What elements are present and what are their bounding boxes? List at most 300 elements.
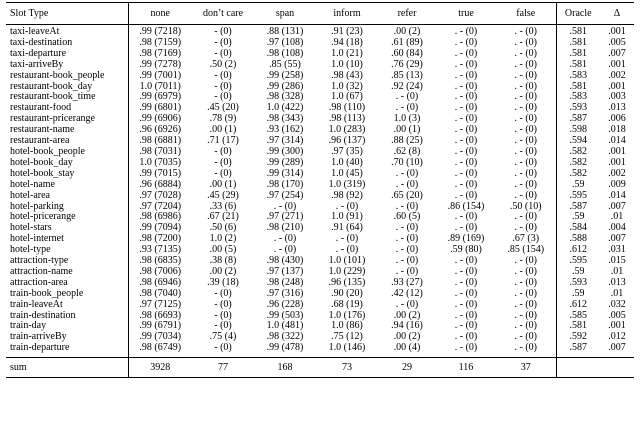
- cell-true: . - (0): [454, 212, 478, 223]
- cell-span: .98 (343): [266, 114, 304, 125]
- table-row: [6, 82, 634, 93]
- cell-oracle: .582: [556, 158, 600, 169]
- cell-slot-type: hotel-name: [10, 179, 55, 190]
- cell-slot-type: restaurant-name: [10, 125, 75, 136]
- cell-dont-care: - (0): [214, 37, 232, 48]
- cell-false: . - (0): [514, 332, 537, 343]
- table-row: [6, 202, 634, 213]
- cell-oracle: .612: [556, 300, 600, 311]
- slot-accuracy-table: [6, 2, 634, 378]
- header-none: none: [128, 3, 192, 25]
- cell-true: . - (0): [454, 310, 478, 321]
- cell-dont-care: .00 (2): [209, 266, 237, 277]
- cell-refer: . - (0): [395, 92, 419, 103]
- cell-span: .97 (137): [266, 266, 304, 277]
- cell-true: . - (0): [454, 223, 478, 234]
- cell-span: .97 (254): [266, 190, 304, 201]
- table-row: [6, 38, 634, 49]
- table-row: [6, 158, 634, 169]
- cell-span: .98 (328): [266, 92, 304, 103]
- cell-refer: . - (0): [395, 256, 419, 267]
- cell-inform: 1.0 (86): [331, 321, 363, 332]
- cell-inform: . - (0): [335, 201, 359, 212]
- cell-slot-type: taxi-departure: [10, 48, 67, 59]
- cell-delta: .031: [608, 245, 626, 256]
- cell-false: . - (0): [514, 310, 537, 321]
- cell-span: .88 (131): [266, 26, 304, 37]
- cell-none: .99 (7001): [128, 71, 192, 82]
- header-refer: refer: [378, 3, 436, 25]
- table-body: [6, 25, 634, 358]
- cell-none: .96 (6926): [128, 125, 192, 136]
- cell-span: .97 (314): [266, 136, 304, 147]
- cell-delta: .001: [608, 157, 626, 168]
- cell-slot-type: hotel-parking: [10, 201, 64, 212]
- cell-oracle: .582: [556, 147, 600, 158]
- cell-true: . - (0): [454, 59, 478, 70]
- cell-slot-type: restaurant-pricerange: [10, 114, 95, 125]
- cell-false: . - (0): [514, 59, 537, 70]
- cell-delta: .007: [608, 234, 626, 245]
- header-dont-care: don’t care: [192, 3, 254, 25]
- cell-none: .96 (6884): [128, 180, 192, 191]
- cell-span: .99 (258): [266, 70, 304, 81]
- cell-false: . - (0): [514, 179, 537, 190]
- cell-dont-care: .33 (6): [209, 201, 237, 212]
- cell-true: . - (0): [454, 179, 478, 190]
- cell-dont-care: .50 (2): [209, 59, 237, 70]
- cell-slot-type: restaurant-area: [10, 136, 70, 147]
- cell-oracle: .581: [556, 60, 600, 71]
- cell-delta: .006: [608, 114, 626, 125]
- cell-none: .97 (7028): [128, 191, 192, 202]
- cell-dont-care: .00 (1): [209, 179, 237, 190]
- cell-delta: .001: [608, 59, 626, 70]
- cell-refer: .00 (2): [393, 332, 421, 343]
- cell-refer: .93 (27): [391, 277, 423, 288]
- cell-inform: 1.0 (21): [331, 48, 363, 59]
- cell-none: .99 (7218): [128, 25, 192, 38]
- table-row: [6, 25, 634, 38]
- cell-none: .98 (6835): [128, 256, 192, 267]
- cell-false: . - (0): [514, 125, 537, 136]
- cell-delta: .014: [608, 190, 626, 201]
- cell-true: . - (0): [454, 343, 478, 354]
- cell-slot-type: restaurant-book_day: [10, 81, 93, 92]
- cell-delta: .001: [608, 321, 626, 332]
- cell-none: .99 (7278): [128, 60, 192, 71]
- cell-refer: . - (0): [395, 201, 419, 212]
- cell-delta: .002: [608, 70, 626, 81]
- cell-span: .99 (503): [266, 310, 304, 321]
- sum-label: sum: [6, 358, 128, 378]
- cell-dont-care: .78 (9): [209, 114, 237, 125]
- cell-oracle: .583: [556, 71, 600, 82]
- cell-true: . - (0): [454, 103, 478, 114]
- cell-false: . - (0): [514, 266, 537, 277]
- cell-span: .98 (210): [266, 223, 304, 234]
- cell-oracle: .583: [556, 92, 600, 103]
- cell-false: . - (0): [514, 256, 537, 267]
- cell-dont-care: .71 (17): [207, 136, 239, 147]
- cell-none: .98 (6693): [128, 311, 192, 322]
- cell-none: .97 (7204): [128, 202, 192, 213]
- cell-none: .99 (6979): [128, 92, 192, 103]
- cell-span: .97 (316): [266, 288, 304, 299]
- cell-refer: .42 (12): [391, 288, 423, 299]
- cell-refer: . - (0): [395, 234, 419, 245]
- cell-false: . - (0): [514, 343, 537, 354]
- cell-dont-care: .38 (8): [209, 256, 237, 267]
- cell-oracle: .587: [556, 202, 600, 213]
- cell-slot-type: restaurant-food: [10, 103, 72, 114]
- cell-true: . - (0): [454, 321, 478, 332]
- cell-delta: .004: [608, 223, 626, 234]
- cell-true: . - (0): [454, 168, 478, 179]
- cell-span: 1.0 (422): [266, 103, 304, 114]
- cell-span: .98 (322): [266, 332, 304, 343]
- cell-true: . - (0): [454, 81, 478, 92]
- sum-dont-care: 77: [192, 358, 254, 378]
- cell-oracle: .595: [556, 191, 600, 202]
- cell-refer: . - (0): [395, 266, 419, 277]
- cell-delta: .007: [608, 201, 626, 212]
- cell-true: . - (0): [454, 48, 478, 59]
- cell-inform: .75 (12): [331, 332, 363, 343]
- cell-oracle: .581: [556, 25, 600, 38]
- table-row: [6, 300, 634, 311]
- cell-inform: 1.0 (101): [328, 256, 366, 267]
- header-false: false: [496, 3, 556, 25]
- cell-true: . - (0): [454, 136, 478, 147]
- table-row: [6, 212, 634, 223]
- cell-oracle: .587: [556, 343, 600, 357]
- cell-slot-type: train-book_people: [10, 288, 84, 299]
- table-row: [6, 147, 634, 158]
- cell-dont-care: - (0): [214, 299, 232, 310]
- table-row: [6, 278, 634, 289]
- cell-dont-care: - (0): [214, 157, 232, 168]
- table-row: [6, 234, 634, 245]
- cell-delta: .018: [608, 125, 626, 136]
- cell-refer: .76 (29): [391, 59, 423, 70]
- cell-span: . - (0): [273, 234, 297, 245]
- header-span: span: [254, 3, 316, 25]
- cell-none: .98 (7031): [128, 147, 192, 158]
- cell-true: .89 (169): [447, 234, 485, 245]
- cell-oracle: .587: [556, 114, 600, 125]
- cell-refer: .61 (89): [391, 37, 423, 48]
- cell-none: .97 (7125): [128, 300, 192, 311]
- cell-refer: .92 (24): [391, 81, 423, 92]
- table-row: [6, 71, 634, 82]
- header-oracle: Oracle: [556, 3, 600, 25]
- cell-oracle: .584: [556, 223, 600, 234]
- cell-span: .97 (108): [266, 37, 304, 48]
- cell-false: . - (0): [514, 103, 537, 114]
- cell-false: . - (0): [514, 114, 537, 125]
- cell-span: .97 (271): [266, 212, 304, 223]
- cell-inform: .98 (43): [331, 70, 363, 81]
- cell-dont-care: .45 (20): [207, 103, 239, 114]
- cell-none: .99 (6791): [128, 321, 192, 332]
- cell-none: .99 (6801): [128, 103, 192, 114]
- cell-oracle: .592: [556, 332, 600, 343]
- cell-refer: . - (0): [395, 223, 419, 234]
- cell-none: .98 (7169): [128, 49, 192, 60]
- cell-span: .98 (430): [266, 256, 304, 267]
- cell-true: .86 (154): [447, 201, 485, 212]
- cell-false: . - (0): [514, 299, 537, 310]
- cell-refer: .00 (4): [393, 343, 421, 354]
- cell-none: .98 (7040): [128, 289, 192, 300]
- cell-false: . - (0): [514, 168, 537, 179]
- cell-true: . - (0): [454, 277, 478, 288]
- cell-false: . - (0): [514, 277, 537, 288]
- cell-inform: . - (0): [335, 234, 359, 245]
- cell-refer: . - (0): [395, 103, 419, 114]
- cell-none: 1.0 (7011): [128, 82, 192, 93]
- cell-delta: .001: [608, 146, 626, 157]
- cell-delta: .001: [608, 26, 626, 37]
- table-row: [6, 125, 634, 136]
- cell-dont-care: 1.0 (2): [209, 234, 237, 245]
- table-row: [6, 289, 634, 300]
- sum-true: 116: [436, 358, 496, 378]
- table-row: [6, 103, 634, 114]
- sum-refer: 29: [378, 358, 436, 378]
- cell-none: 1.0 (7035): [128, 158, 192, 169]
- cell-inform: . - (0): [335, 245, 359, 256]
- table-row: [6, 191, 634, 202]
- cell-none: .99 (7094): [128, 223, 192, 234]
- cell-refer: . - (0): [395, 179, 419, 190]
- cell-inform: .97 (35): [331, 146, 363, 157]
- cell-slot-type: hotel-area: [10, 190, 50, 201]
- cell-span: .99 (286): [266, 81, 304, 92]
- cell-slot-type: restaurant-book_time: [10, 92, 96, 103]
- cell-oracle: .593: [556, 278, 600, 289]
- cell-delta: .001: [608, 81, 626, 92]
- cell-false: .50 (10): [509, 201, 542, 212]
- cell-true: .59 (80): [450, 245, 482, 256]
- table-row: [6, 92, 634, 103]
- cell-refer: .62 (8): [393, 146, 421, 157]
- cell-span: .85 (55): [269, 59, 301, 70]
- cell-span: .99 (300): [266, 146, 304, 157]
- cell-dont-care: - (0): [214, 343, 232, 354]
- cell-inform: .98 (113): [328, 114, 366, 125]
- cell-true: . - (0): [454, 92, 478, 103]
- cell-oracle: .612: [556, 245, 600, 256]
- cell-none: .98 (6881): [128, 136, 192, 147]
- cell-false: . - (0): [514, 92, 537, 103]
- table-row: [6, 136, 634, 147]
- cell-slot-type: restaurant-book_people: [10, 70, 105, 81]
- cell-false: .85 (154): [507, 245, 545, 256]
- cell-refer: .60 (84): [391, 48, 423, 59]
- cell-oracle: .581: [556, 82, 600, 93]
- cell-true: . - (0): [454, 26, 478, 37]
- sum-inform: 73: [316, 358, 378, 378]
- table-row: [6, 267, 634, 278]
- cell-span: .96 (228): [266, 299, 304, 310]
- cell-dont-care: - (0): [214, 310, 232, 321]
- cell-delta: .013: [608, 277, 626, 288]
- cell-false: . - (0): [514, 81, 537, 92]
- cell-true: . - (0): [454, 256, 478, 267]
- cell-dont-care: .67 (21): [207, 212, 239, 223]
- cell-inform: .91 (23): [331, 26, 363, 37]
- cell-false: . - (0): [514, 157, 537, 168]
- cell-refer: .00 (2): [393, 26, 421, 37]
- cell-delta: .005: [608, 37, 626, 48]
- cell-delta: .032: [608, 299, 626, 310]
- cell-none: .98 (6986): [128, 212, 192, 223]
- cell-slot-type: train-departure: [10, 343, 70, 354]
- cell-delta: .01: [610, 212, 624, 223]
- cell-inform: 1.0 (10): [331, 59, 363, 70]
- cell-inform: .96 (137): [328, 136, 366, 147]
- table-row: [6, 311, 634, 322]
- cell-false: . - (0): [514, 37, 537, 48]
- table-row: [6, 343, 634, 357]
- cell-inform: 1.0 (91): [331, 212, 363, 223]
- cell-oracle: .593: [556, 103, 600, 114]
- cell-span: .99 (478): [266, 343, 304, 354]
- cell-false: .67 (3): [512, 234, 540, 245]
- cell-false: . - (0): [514, 48, 537, 59]
- cell-dont-care: - (0): [214, 26, 232, 37]
- cell-dont-care: .39 (18): [207, 277, 239, 288]
- sum-none: 3928: [128, 358, 192, 378]
- cell-refer: .70 (10): [391, 157, 423, 168]
- cell-none: .98 (6946): [128, 278, 192, 289]
- cell-refer: . - (0): [395, 299, 419, 310]
- cell-dont-care: - (0): [214, 70, 232, 81]
- sum-span: 168: [254, 358, 316, 378]
- cell-none: .98 (7006): [128, 267, 192, 278]
- cell-dont-care: .75 (4): [209, 332, 237, 343]
- cell-true: . - (0): [454, 114, 478, 125]
- cell-slot-type: hotel-pricerange: [10, 212, 76, 223]
- cell-true: . - (0): [454, 299, 478, 310]
- cell-slot-type: attraction-area: [10, 277, 68, 288]
- cell-delta: .003: [608, 92, 626, 103]
- cell-inform: .94 (18): [331, 37, 363, 48]
- table-row: [6, 256, 634, 267]
- cell-refer: .60 (5): [393, 212, 421, 223]
- cell-span: .98 (170): [266, 179, 304, 190]
- header-true: true: [436, 3, 496, 25]
- cell-dont-care: - (0): [214, 321, 232, 332]
- cell-true: . - (0): [454, 37, 478, 48]
- cell-delta: .012: [608, 332, 626, 343]
- table-header-row: [6, 3, 634, 25]
- cell-none: .93 (7135): [128, 245, 192, 256]
- cell-inform: .68 (19): [331, 299, 363, 310]
- cell-true: . - (0): [454, 70, 478, 81]
- cell-false: . - (0): [514, 212, 537, 223]
- cell-oracle: .585: [556, 311, 600, 322]
- cell-inform: 1.0 (283): [328, 125, 366, 136]
- cell-false: . - (0): [514, 223, 537, 234]
- cell-span: .98 (108): [266, 48, 304, 59]
- cell-span: .99 (314): [266, 168, 304, 179]
- cell-dont-care: .50 (6): [209, 223, 237, 234]
- cell-none: .99 (7034): [128, 332, 192, 343]
- cell-oracle: .581: [556, 321, 600, 332]
- cell-false: . - (0): [514, 321, 537, 332]
- cell-refer: .00 (2): [393, 310, 421, 321]
- header-delta: Δ: [600, 3, 634, 25]
- cell-slot-type: train-leaveAt: [10, 299, 63, 310]
- cell-delta: .007: [608, 343, 626, 354]
- table-row: [6, 321, 634, 332]
- table-row: [6, 169, 634, 180]
- cell-dont-care: .00 (1): [209, 125, 237, 136]
- cell-span: 1.0 (481): [266, 321, 304, 332]
- cell-delta: .002: [608, 168, 626, 179]
- cell-dont-care: - (0): [214, 48, 232, 59]
- cell-inform: .98 (110): [328, 103, 366, 114]
- sum-row: [6, 358, 634, 378]
- table-row: [6, 60, 634, 71]
- cell-slot-type: hotel-book_stay: [10, 168, 75, 179]
- header-inform: inform: [316, 3, 378, 25]
- cell-inform: .90 (20): [331, 288, 363, 299]
- cell-oracle: .59: [556, 180, 600, 191]
- cell-inform: .91 (64): [331, 223, 363, 234]
- cell-delta: .015: [608, 256, 626, 267]
- cell-inform: .98 (92): [331, 190, 363, 201]
- table-row: [6, 114, 634, 125]
- cell-slot-type: attraction-type: [10, 256, 69, 267]
- cell-none: .99 (6906): [128, 114, 192, 125]
- cell-none: .98 (7159): [128, 38, 192, 49]
- table-row: [6, 49, 634, 60]
- cell-delta: .009: [608, 179, 626, 190]
- cell-dont-care: - (0): [214, 92, 232, 103]
- cell-inform: .96 (135): [328, 277, 366, 288]
- cell-false: . - (0): [514, 146, 537, 157]
- cell-refer: .00 (1): [393, 125, 421, 136]
- cell-span: .98 (248): [266, 277, 304, 288]
- cell-dont-care: .00 (5): [209, 245, 237, 256]
- cell-refer: 1.0 (3): [393, 114, 421, 125]
- header-slot-type: Slot Type: [6, 3, 128, 25]
- cell-refer: . - (0): [395, 168, 419, 179]
- cell-true: . - (0): [454, 157, 478, 168]
- cell-oracle: .582: [556, 169, 600, 180]
- cell-oracle: .595: [556, 256, 600, 267]
- cell-oracle: .59: [556, 267, 600, 278]
- cell-oracle: .581: [556, 38, 600, 49]
- cell-inform: 1.0 (229): [328, 266, 366, 277]
- cell-dont-care: - (0): [214, 146, 232, 157]
- cell-slot-type: attraction-name: [10, 266, 73, 277]
- cell-false: . - (0): [514, 26, 537, 37]
- cell-delta: .005: [608, 310, 626, 321]
- cell-dont-care: - (0): [214, 288, 232, 299]
- cell-slot-type: hotel-internet: [10, 234, 64, 245]
- cell-oracle: .594: [556, 136, 600, 147]
- cell-oracle: .598: [556, 125, 600, 136]
- cell-oracle: .588: [556, 234, 600, 245]
- cell-slot-type: taxi-destination: [10, 37, 73, 48]
- cell-true: . - (0): [454, 146, 478, 157]
- cell-inform: 1.0 (176): [328, 310, 366, 321]
